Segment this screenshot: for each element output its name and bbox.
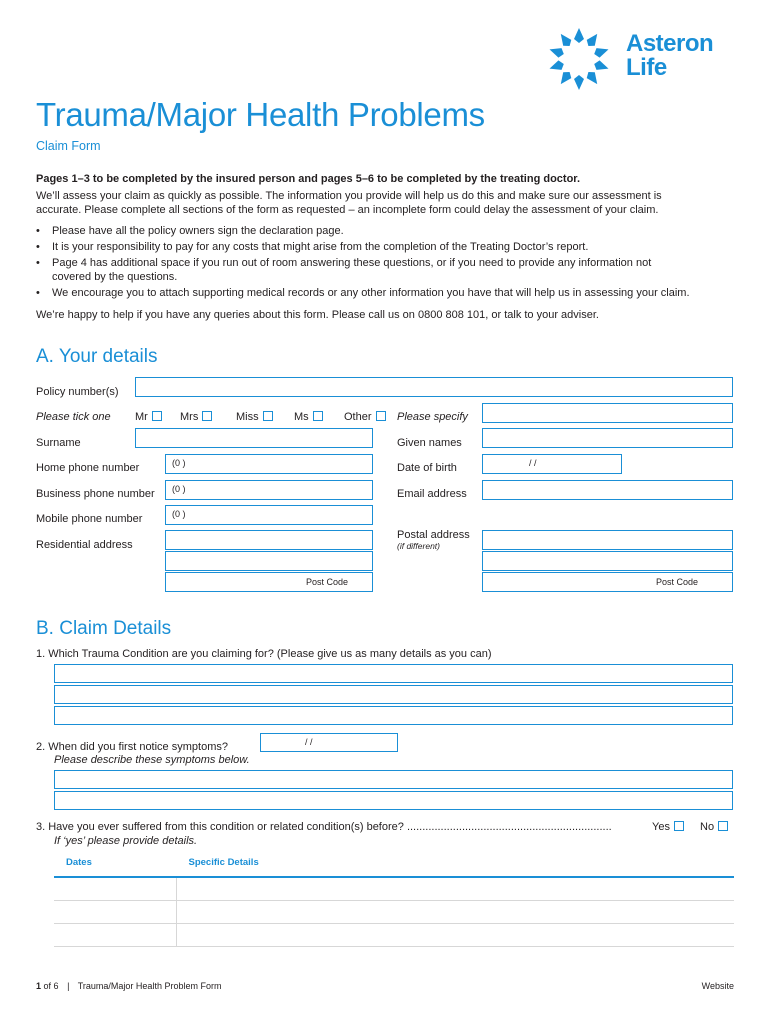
section-b-heading: B. Claim Details <box>36 618 172 639</box>
title-option-label: Other <box>344 411 372 423</box>
title-option-mrs[interactable] <box>180 411 212 423</box>
details-cell[interactable] <box>177 901 735 924</box>
brand-logo <box>626 32 713 80</box>
email-input[interactable] <box>482 480 733 500</box>
ms-checkbox[interactable] <box>313 411 323 421</box>
question-1-text: 1. Which Trauma Condition are you claiming for? (Please give us as many details as you can) <box>36 648 492 660</box>
title-option-label: Ms <box>294 411 309 423</box>
list-item: • Page 4 has additional space if you run out of room answering these questions, or if you need to provide any information not covered by the questions. <box>36 256 692 284</box>
date-of-birth-label: Date of birth <box>397 462 457 474</box>
if-different-label: (if different) <box>397 541 440 551</box>
post-code-label: Post Code <box>655 577 698 587</box>
email-label: Email address <box>397 488 467 500</box>
business-phone-label: Business phone number <box>36 488 155 500</box>
no-label: No <box>700 821 715 833</box>
intro-paragraph: We’ll assess your claim as quickly as possible. The information you provide will help us do this and make sure our assessment is accurate. Please complete all sections of the form as requested – an incomplete form could delay the assessment of your claim. <box>36 190 662 216</box>
title-option-label: Miss <box>236 411 259 423</box>
details-cell[interactable] <box>177 924 735 947</box>
form-name: Trauma/Major Health Problem Form <box>77 981 222 991</box>
page-subtitle: Claim Form <box>36 139 101 153</box>
brand-name-line2: Life <box>626 54 667 81</box>
asteron-star-logo-icon <box>543 26 615 92</box>
please-tick-label: Please tick one <box>36 411 111 423</box>
phone-prefix: (0 ) <box>172 458 186 468</box>
section-a-heading: A. Your details <box>36 346 158 367</box>
list-item: • It is your responsibility to pay for any costs that might arise from the completion of the Treating Doctor’s report. <box>36 240 726 254</box>
trauma-condition-input-2[interactable] <box>54 685 733 704</box>
date-of-birth-input[interactable] <box>482 454 622 474</box>
post-code-label: Post Code <box>305 577 348 587</box>
details-cell[interactable] <box>177 877 735 901</box>
dates-column-header: Dates <box>54 850 177 877</box>
help-text: We’re happy to help if you have any queries about this form. Please call us on 0800 808 101, or talk to your adviser. <box>36 309 599 321</box>
question-2-text: 2. When did you first notice symptoms? <box>36 741 228 753</box>
no-checkbox[interactable] <box>718 821 728 831</box>
home-phone-input[interactable] <box>165 454 373 474</box>
table-row <box>54 877 734 901</box>
postal-address-line2-input[interactable] <box>482 551 733 571</box>
list-item: • We encourage you to attach supporting medical records or any other information you have that will help us in assessing your claim. <box>36 286 726 300</box>
yes-label: Yes <box>652 821 670 833</box>
mobile-phone-label: Mobile phone number <box>36 513 143 525</box>
footer-page-info <box>36 981 221 991</box>
surname-input[interactable] <box>135 428 373 448</box>
postal-address-line1-input[interactable] <box>482 530 733 550</box>
given-names-input[interactable] <box>482 428 733 448</box>
surname-label: Surname <box>36 437 81 449</box>
question-3-text: 3. Have you ever suffered from this condition or related condition(s) before? ................................................................... <box>36 821 612 833</box>
given-names-label: Given names <box>397 437 462 449</box>
title-option-label: Mr <box>135 411 148 423</box>
postal-postcode-input[interactable] <box>482 572 733 592</box>
date-cell[interactable] <box>54 901 177 924</box>
brand-name-line1: Asteron <box>626 30 714 57</box>
page-total: of 6 <box>43 981 59 991</box>
page-number: 1 <box>36 981 42 991</box>
symptoms-date-input[interactable] <box>260 733 398 752</box>
question-3-sub: If ‘yes’ please provide details. <box>54 835 198 847</box>
policy-number-label: Policy number(s) <box>36 386 119 398</box>
phone-prefix: (0 ) <box>172 484 186 494</box>
residential-address-line1-input[interactable] <box>165 530 373 550</box>
trauma-condition-input-1[interactable] <box>54 664 733 683</box>
business-phone-input[interactable] <box>165 480 373 500</box>
title-option-other[interactable] <box>344 411 386 423</box>
details-column-header: Specific Details <box>177 850 735 877</box>
date-separators: / / <box>529 458 537 468</box>
residential-postcode-input[interactable] <box>165 572 373 592</box>
list-item: • Please have all the policy owners sign the declaration page. <box>36 224 726 238</box>
mrs-checkbox[interactable] <box>202 411 212 421</box>
yes-checkbox[interactable] <box>674 821 684 831</box>
symptoms-description-input-1[interactable] <box>54 770 733 789</box>
yes-option[interactable] <box>652 821 684 833</box>
mr-checkbox[interactable] <box>152 411 162 421</box>
table-row <box>54 901 734 924</box>
title-specify-input[interactable] <box>482 403 733 423</box>
mobile-phone-input[interactable] <box>165 505 373 525</box>
postal-address-label: Postal address <box>397 529 470 541</box>
home-phone-label: Home phone number <box>36 462 140 474</box>
miss-checkbox[interactable] <box>263 411 273 421</box>
phone-prefix: (0 ) <box>172 509 186 519</box>
date-cell[interactable] <box>54 924 177 947</box>
other-checkbox[interactable] <box>376 411 386 421</box>
intro-bullet-list <box>36 224 726 302</box>
page-title: Trauma/Major Health Problems <box>36 96 485 133</box>
no-option[interactable] <box>700 821 728 833</box>
policy-number-input[interactable] <box>135 377 733 397</box>
date-cell[interactable] <box>54 877 177 901</box>
title-option-ms[interactable] <box>294 411 323 423</box>
please-specify-label: Please specify <box>397 411 468 423</box>
symptoms-description-input-2[interactable] <box>54 791 733 810</box>
date-separators: / / <box>305 737 313 747</box>
question-2-sub: Please describe these symptoms below. <box>54 754 250 766</box>
residential-address-label: Residential address <box>36 539 133 551</box>
table-row <box>54 924 734 947</box>
title-option-mr[interactable] <box>135 411 162 423</box>
previous-condition-table <box>54 850 734 947</box>
intro-bold: Pages 1–3 to be completed by the insured person and pages 5–6 to be completed by the treating doctor. <box>36 173 581 185</box>
footer-website[interactable]: Website <box>701 981 734 991</box>
trauma-condition-input-3[interactable] <box>54 706 733 725</box>
title-option-miss[interactable] <box>236 411 273 423</box>
residential-address-line2-input[interactable] <box>165 551 373 571</box>
footer-separator: | <box>67 981 70 991</box>
title-option-label: Mrs <box>180 411 199 423</box>
